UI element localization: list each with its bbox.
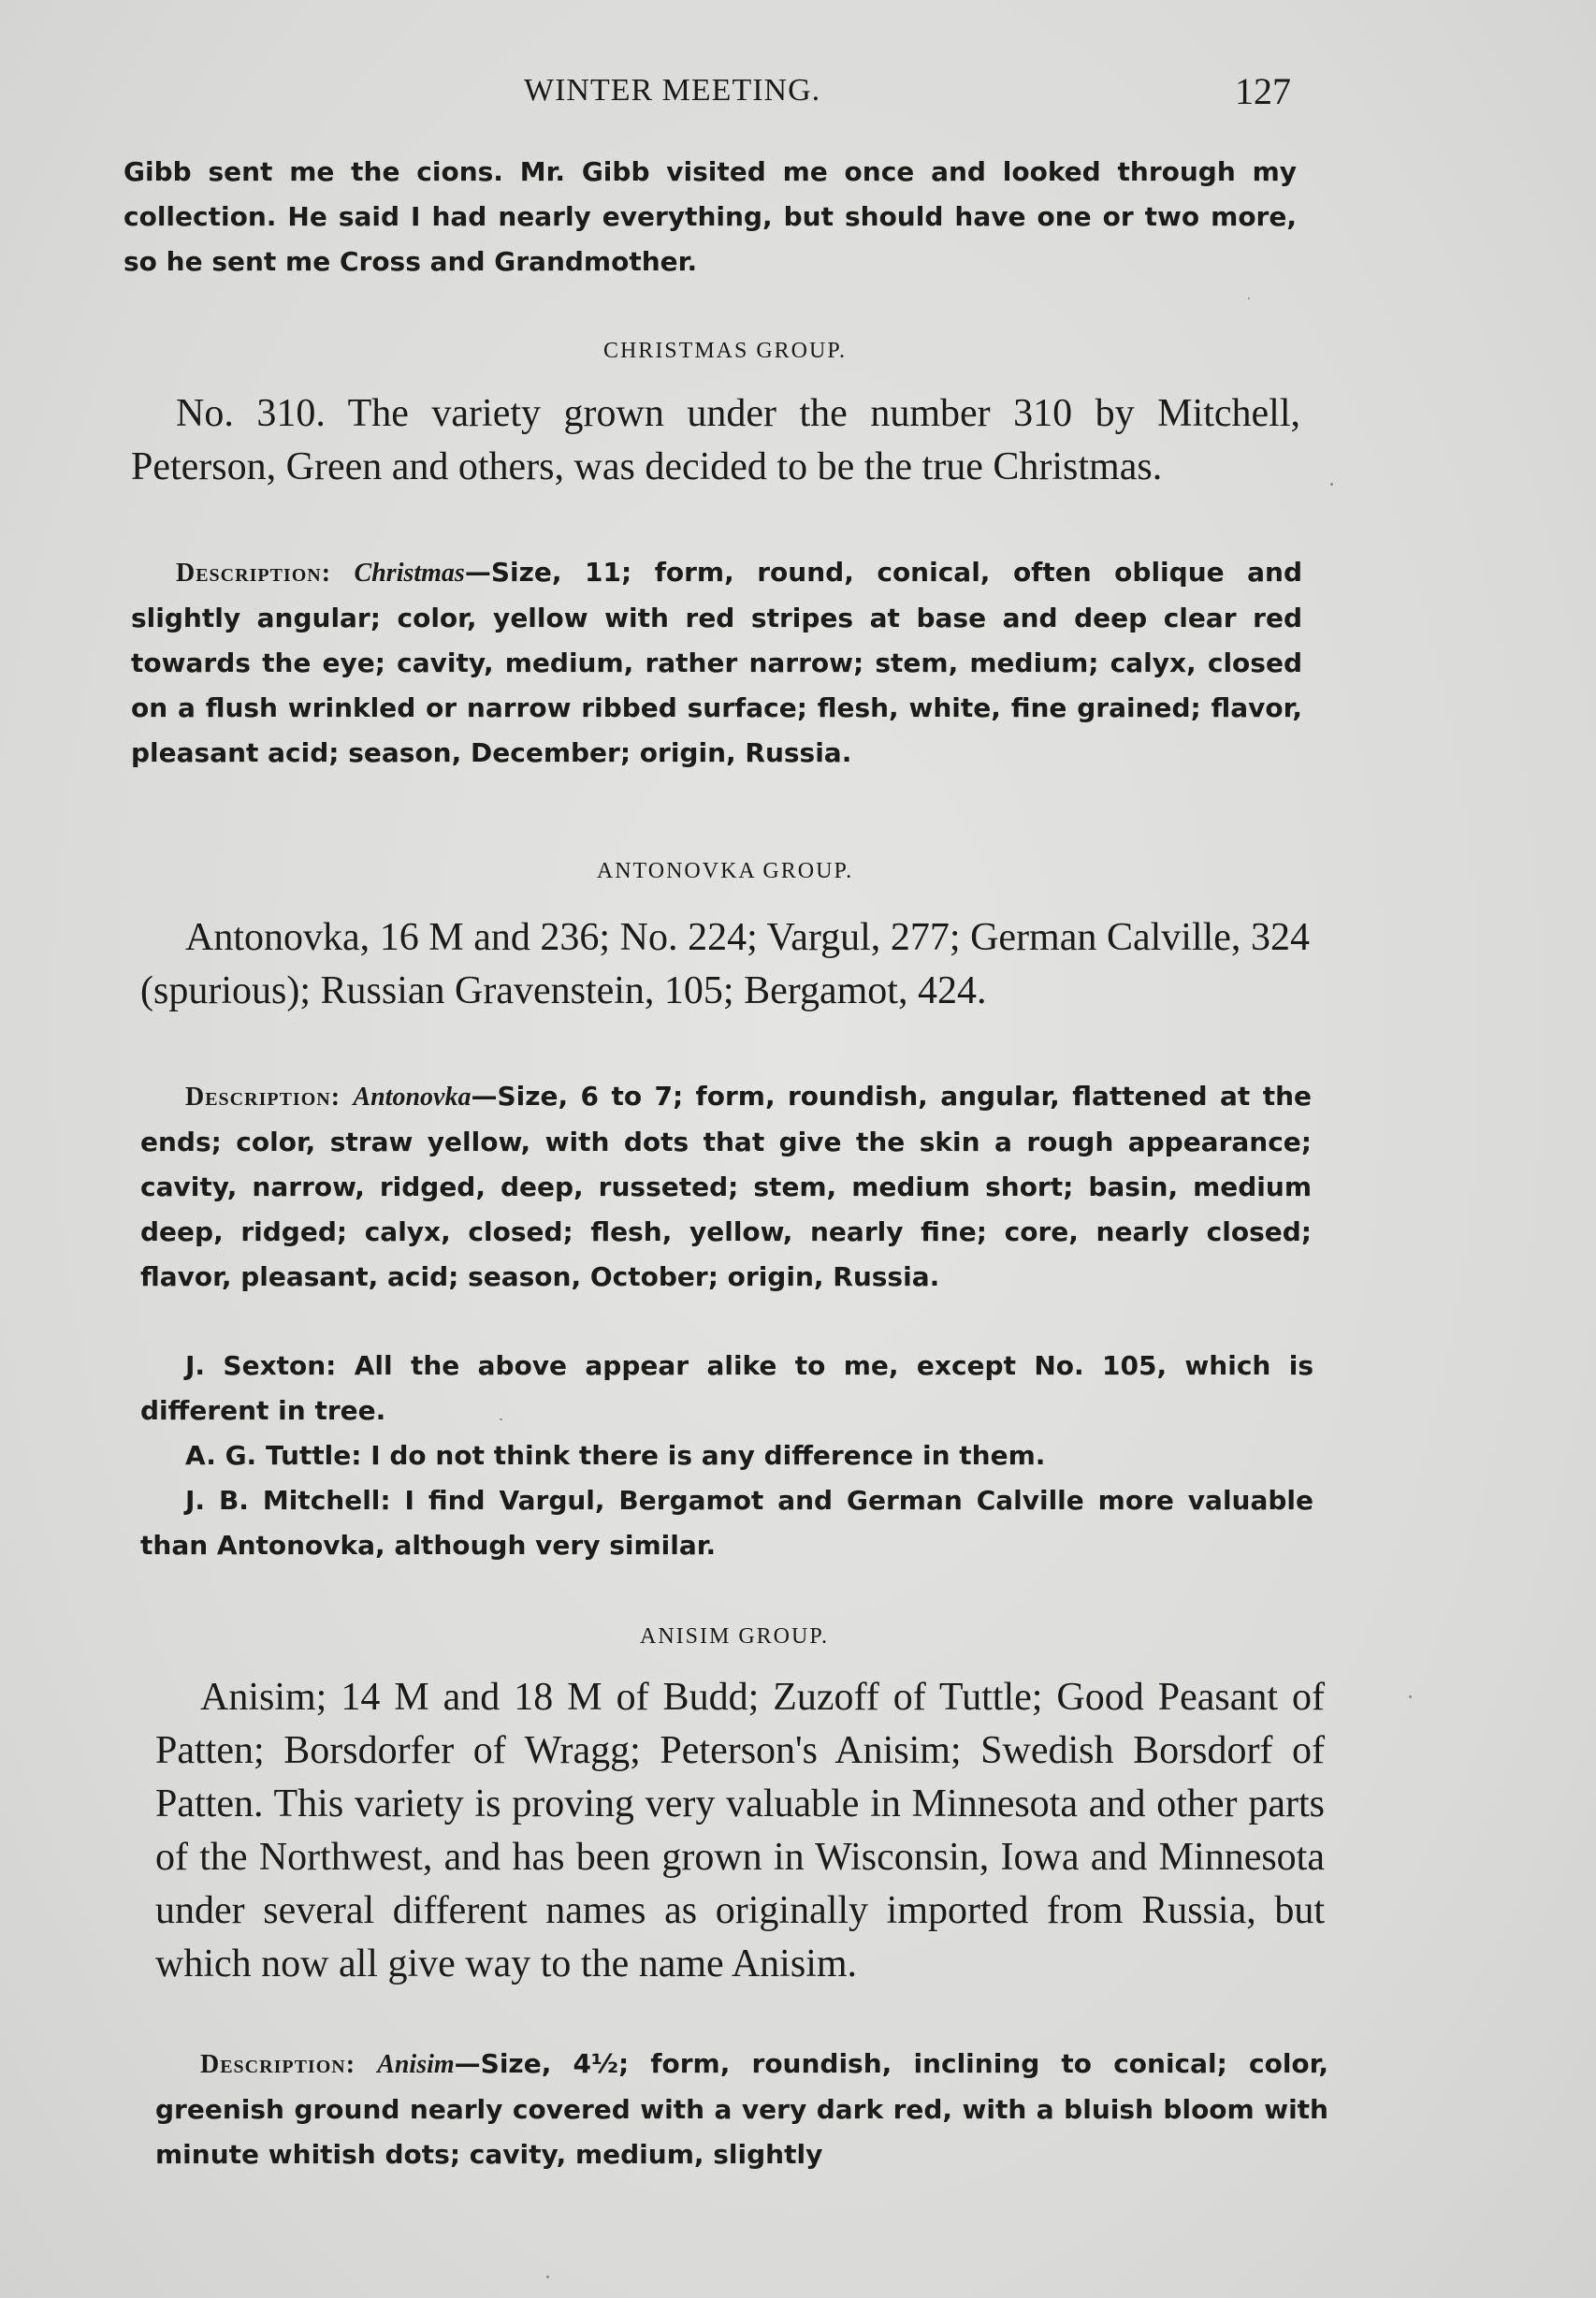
paper-speck <box>1409 1695 1412 1698</box>
antonovka-intro-paragraph: Antonovka, 16 M and 236; No. 224; Vargul, 277; German Calville, 324 (spurious); Russian Gravenstein, 105; Bergamot, 424. <box>140 916 1310 1012</box>
variety-name: Antonovka <box>353 1083 472 1112</box>
paper-speck <box>1330 483 1333 486</box>
antonovka-description <box>140 1074 1312 1300</box>
variety-name: Anisim <box>377 2050 455 2079</box>
paper-speck <box>1248 298 1250 299</box>
comment-mitchell: J. B. Mitchell: I find Vargul, Bergamot and German Calville more valuable than Antonovka, although very similar. <box>140 1485 1313 1561</box>
comment-sexton: J. Sexton: All the above appear alike to me, except No. 105, which is different in tree. <box>140 1350 1313 1426</box>
paper-speck <box>546 2276 549 2278</box>
running-header <box>131 70 1291 120</box>
anisim-intro-paragraph: Anisim; 14 M and 18 M of Budd; Zuzoff of Tuttle; Good Peasant of Patten; Borsdorfer of Wragg; Peterson's Anisim; Swedish Borsdorf of Patten. This variety is proving very valuable in Minnesota and other parts of the Northwest, and has been grown in Wisconsin, Iowa and Minnesota under several different names as originally imported from Russia, but which now all give way to the name Anisim. <box>155 1676 1325 1985</box>
description-label: Description: <box>200 2050 356 2079</box>
description-label: Description: <box>185 1083 341 1112</box>
anisim-description <box>155 2042 1328 2177</box>
description-label: Description: <box>176 559 332 588</box>
description-text: —Size, 6 to 7; form, roundish, angular, flattened at the ends; color, straw yellow, with dots that give the skin a rough appearance; cavity, narrow, ridged, deep, russeted; stem, medium short; basin, medium deep, ridged; calyx, closed; flesh, yellow, nearly fine; core, nearly closed; flavor, pleasant, acid; season, October; origin, Russia. <box>140 1081 1312 1292</box>
antonovka-group-heading: ANTONOVKA GROUP. <box>596 859 854 883</box>
description-text: —Size, 11; form, round, conical, often oblique and slightly angular; color, yellow with red stripes at base and deep clear red towards the eye; cavity, medium, rather narrow; stem, medium; calyx, closed on a flush wrinkled or narrow ribbed surface; flesh, white, fine grained; flavor, pleasant acid; season, December; origin, Russia. <box>131 557 1302 768</box>
intro-paragraph: Gibb sent me the cions. Mr. Gibb visited me once and looked through my collection. He said I had nearly everything, but should have one or two more, so he sent me Cross and Grandmother. <box>123 156 1297 277</box>
page-number: 127 <box>1235 70 1291 112</box>
comment-tuttle: A. G. Tuttle: I do not think there is any difference in them. <box>185 1440 1046 1471</box>
christmas-group-heading: CHRISTMAS GROUP. <box>602 339 848 363</box>
anisim-group-heading: ANISIM GROUP. <box>639 1624 830 1649</box>
description-text: —Size, 4½; form, roundish, inclining to conical; color, greenish ground nearly covered with a very dark red, with a bluish bloom with minute whitish dots; cavity, medium, slightly <box>155 2048 1328 2170</box>
variety-name: Christmas <box>354 559 465 588</box>
paper-speck <box>500 1418 502 1420</box>
running-title: WINTER MEETING. <box>524 73 821 108</box>
christmas-description <box>131 550 1302 776</box>
christmas-intro-paragraph: No. 310. The variety grown under the number 310 by Mitchell, Peterson, Green and others, was decided to be the true Christmas. <box>131 392 1300 488</box>
